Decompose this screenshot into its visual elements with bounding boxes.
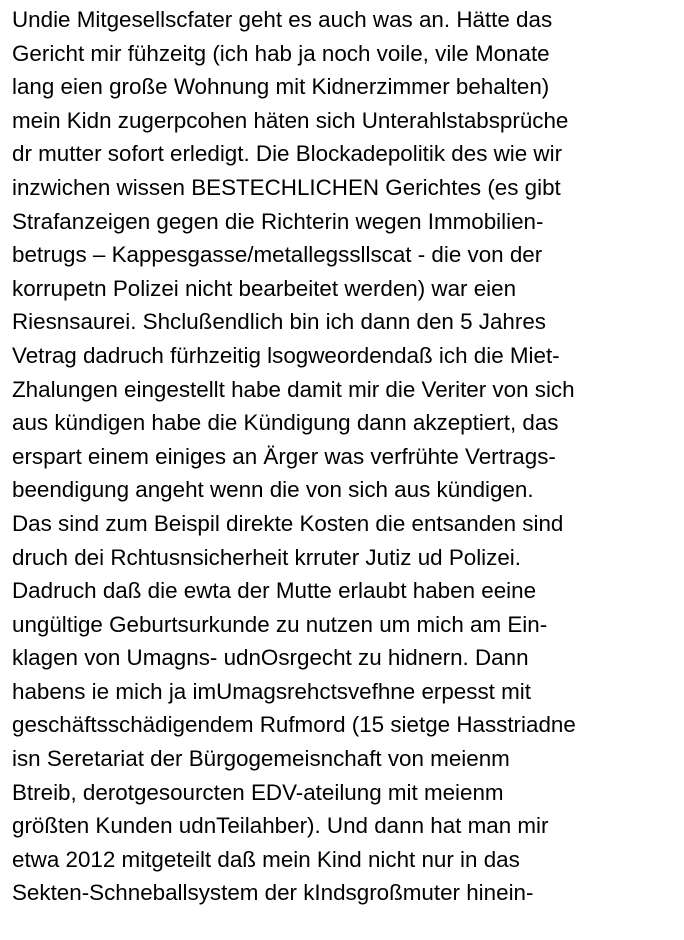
text-line-19: ungültige Geburtsurkunde zu nutzen um mich am Ein-	[12, 611, 548, 637]
text-line-16: Das sind zum Beispil direkte Kosten die entsanden sind	[12, 510, 564, 536]
text-line-20: klagen von Umagns- udnOsrgecht zu hidnern. Dann	[12, 645, 529, 671]
text-line-12: Zhalungen eingestellt habe damit mir die Veriter von sich	[12, 376, 575, 402]
text-line-13: aus kündigen habe die Kündigung dann akzeptiert, das	[12, 410, 559, 436]
text-line-8: betrugs – Kappesgasse/metallegssllscat - die von der	[12, 242, 543, 268]
text-line-25: größten Kunden udnTeilahber). Und dann hat man mir	[12, 813, 549, 839]
text-line-17: druch dei Rchtusnsicherheit krruter Jutiz ud Polizei.	[12, 544, 521, 570]
text-line-21: habens ie mich ja imUmagsrehctsvefhne erpesst mit	[12, 678, 531, 704]
text-line-10: Riesnsaurei. Shclußendlich bin ich dann den 5 Jahres	[12, 309, 546, 335]
text-line-18: Dadruch daß die ewta der Mutte erlaubt haben eeine	[12, 578, 537, 604]
text-line-15: beendigung angeht wenn die von sich aus kündigen.	[12, 477, 534, 503]
text-line-9: korrupetn Polizei nicht bearbeitet werden) war eien	[12, 275, 517, 301]
text-line-14: erspart einem einiges an Ärger was verfrühte Vertrags-	[12, 443, 556, 469]
text-line-23: isn Seretariat der Bürgogemeisnchaft von meienm	[12, 746, 510, 772]
text-line-7: Strafanzeigen gegen die Richterin wegen Immobilien-	[12, 208, 544, 234]
text-line-6: inzwichen wissen BESTECHLICHEN Gerichtes (es gibt	[12, 174, 561, 200]
text-line-1: Undie Mitgesellscfater geht es auch was an. Hätte das	[12, 7, 553, 32]
text-line-5: dr mutter sofort erledigt. Die Blockadepolitik des wie wir	[12, 141, 563, 167]
text-line-26: etwa 2012 mitgeteilt daß mein Kind nicht nur in das	[12, 846, 520, 872]
document-page	[12, 3, 680, 910]
text-line-11: Vetrag dadruch fürhzeitig lsogweordendaß ich die Miet-	[12, 342, 560, 368]
text-line-3: lang eien große Wohnung mit Kidnerzimmer behalten)	[12, 74, 550, 100]
text-line-27: Sekten-Schneballsystem der kIndsgroßmuter hinein-	[12, 880, 534, 906]
text-line-24: Btreib, derotgesourcten EDV-ateilung mit meienm	[12, 779, 504, 805]
text-line-2: Gericht mir fühzeitg (ich hab ja noch voile, vile Monate	[12, 40, 550, 66]
text-line-4: mein Kidn zugerpcohen häten sich Unterahlstabsprüche	[12, 107, 569, 133]
text-line-22: geschäftsschädigendem Rufmord (15 sietge Hasstriadne	[12, 712, 576, 738]
